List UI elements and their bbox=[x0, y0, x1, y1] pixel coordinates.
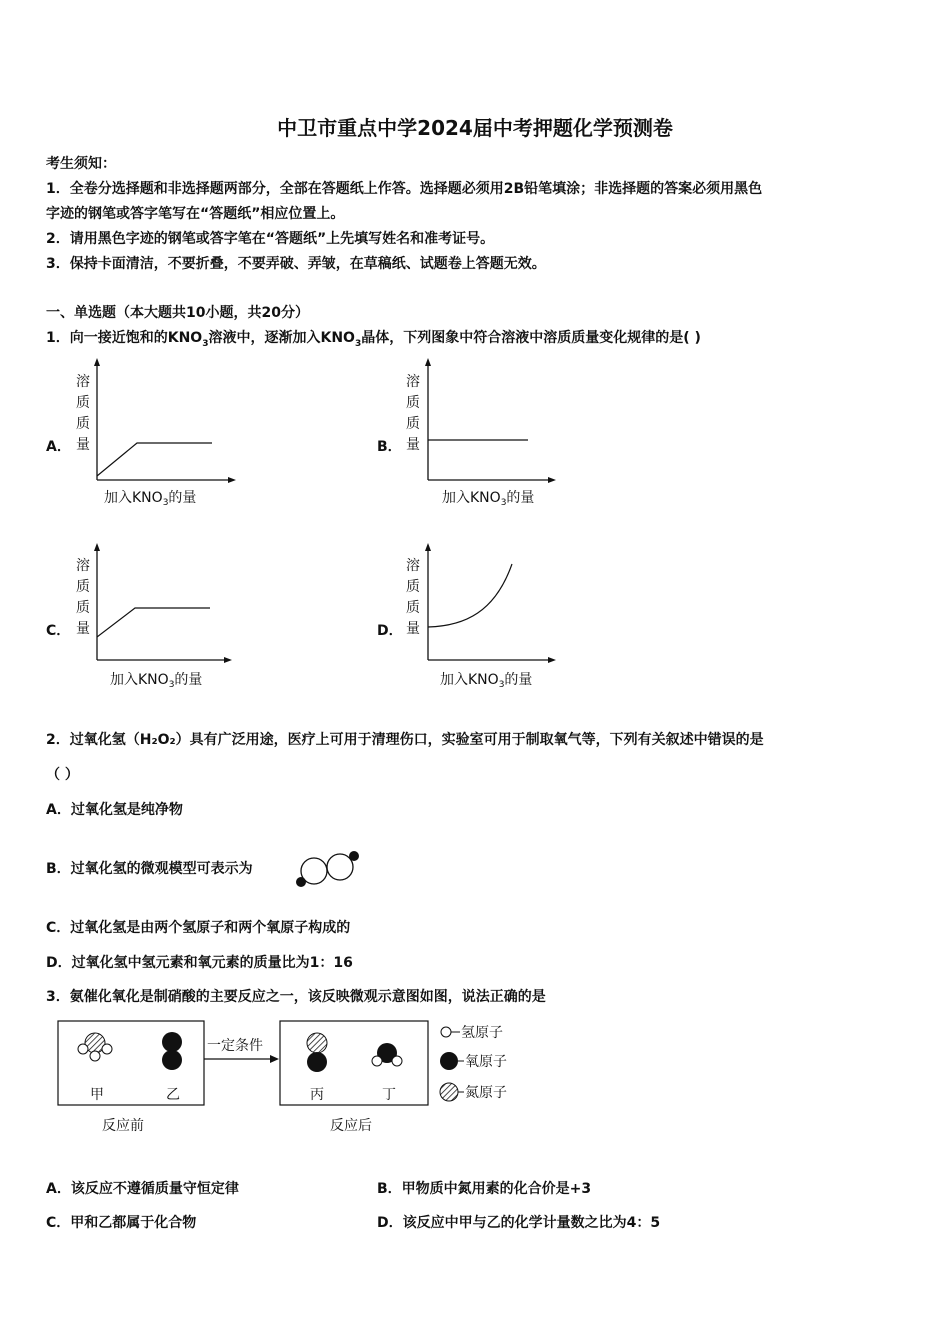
h2o2-model-icon bbox=[292, 847, 364, 891]
legend-label: 氮原子 bbox=[465, 1085, 507, 1101]
legend-label: 氢原子 bbox=[461, 1025, 503, 1041]
q1-stem-sub: 3 bbox=[202, 338, 209, 349]
q1-stem-part: 晶体，下列图象中符合溶液中溶质质量变化规律的是( ) bbox=[361, 330, 701, 346]
graph-xlabel: 加入$KNO_3$的量 bbox=[110, 672, 203, 690]
graph-ylabel: 质 bbox=[76, 579, 90, 595]
graph-ylabel: 量 bbox=[406, 437, 420, 453]
species-label: 丁 bbox=[382, 1087, 396, 1103]
notice-item: 字迹的钢笔或答字笔写在“答题纸”相应位置上。 bbox=[46, 206, 345, 222]
graph-ylabel: 溶 bbox=[76, 558, 90, 574]
y-axis-arrow bbox=[425, 543, 431, 551]
graph-xlabel: 加入$KNO_3$的量 bbox=[104, 490, 197, 508]
x-axis-arrow bbox=[228, 477, 236, 483]
graph-ylabel: 溶 bbox=[406, 558, 420, 574]
q1-option-c-label[interactable]: C． bbox=[46, 623, 71, 639]
q2-option-b[interactable]: B．过氧化氢的微观模型可表示为 bbox=[46, 861, 253, 877]
q1-option-a-label[interactable]: A． bbox=[46, 439, 71, 455]
y-axis-arrow bbox=[425, 358, 431, 366]
nitrogen-atom-icon bbox=[440, 1083, 458, 1101]
before-label: 反应前 bbox=[102, 1118, 144, 1134]
graph-ylabel: 量 bbox=[406, 621, 420, 637]
graph-ylabel: 溶 bbox=[76, 374, 90, 390]
condition-label: 一定条件 bbox=[207, 1038, 263, 1054]
q3-stem: 3．氨催化氧化是制硝酸的主要反应之一，该反映微观示意图如图，说法正确的是 bbox=[46, 989, 546, 1005]
graph-ylabel: 质 bbox=[76, 416, 90, 432]
q1-stem-part: 溶液中，逐渐加入KNO bbox=[208, 330, 355, 346]
after-box bbox=[280, 1021, 428, 1105]
graph-ylabel: 量 bbox=[76, 621, 90, 637]
q1-option-b-label[interactable]: B． bbox=[377, 439, 402, 455]
y-axis-arrow bbox=[94, 358, 100, 366]
section-heading: 一、单选题（本大题共10小题，共20分） bbox=[46, 305, 309, 321]
x-axis-arrow bbox=[548, 477, 556, 483]
q1-graph-a bbox=[70, 355, 260, 510]
legend bbox=[440, 1025, 507, 1101]
q1-graph-d bbox=[400, 540, 590, 695]
graph-ylabel: 质 bbox=[406, 579, 420, 595]
reaction-arrow-head bbox=[270, 1055, 279, 1063]
y-axis-arrow bbox=[94, 543, 100, 551]
q1-graph-c bbox=[70, 540, 260, 695]
species-label: 甲 bbox=[90, 1087, 104, 1103]
notice-item: 1．全卷分选择题和非选择题两部分，全部在答题纸上作答。选择题必须用2B铅笔填涂；非选择题的答案必须用黑色 bbox=[46, 181, 763, 197]
q3-option-b[interactable]: B．甲物质中氮用素的化合价是+3 bbox=[377, 1181, 592, 1197]
graph-ylabel: 质 bbox=[406, 600, 420, 616]
notice-item: 3．保持卡面清洁，不要折叠，不要弄破、弄皱，在草稿纸、试题卷上答题无效。 bbox=[46, 256, 546, 272]
q3-reaction-diagram bbox=[50, 1015, 550, 1140]
q3-option-d[interactable]: D．该反应中甲与乙的化学计量数之比为4：5 bbox=[377, 1215, 661, 1231]
notice-heading: 考生须知： bbox=[46, 156, 116, 172]
q2-paren: （ ） bbox=[46, 767, 79, 783]
graph-curve bbox=[428, 564, 512, 627]
q2-option-a[interactable]: A．过氧化氢是纯净物 bbox=[46, 802, 183, 818]
page-title: 中卫市重点中学2024届中考押题化学预测卷 bbox=[277, 116, 673, 140]
notice-item: 2．请用黑色字迹的钢笔或答字笔在“答题纸”上先填写姓名和准考证号。 bbox=[46, 231, 495, 247]
oxygen-atom-icon bbox=[440, 1052, 458, 1070]
graph-ylabel: 量 bbox=[76, 437, 90, 453]
q1-option-d-label[interactable]: D． bbox=[377, 623, 403, 639]
q2-stem: 2．过氧化氢（H₂O₂）具有广泛用途，医疗上可用于清理伤口，实验室可用于制取氧气等，下列有关叙述中错误的是 bbox=[46, 732, 764, 748]
after-label: 反应后 bbox=[330, 1118, 372, 1134]
q3-option-c[interactable]: C．甲和乙都属于化合物 bbox=[46, 1215, 197, 1231]
graph-curve bbox=[97, 608, 210, 637]
graph-xlabel: 加入$KNO_3$的量 bbox=[442, 490, 535, 508]
graph-ylabel: 质 bbox=[76, 395, 90, 411]
q1-stem bbox=[46, 327, 701, 349]
q2-option-d[interactable]: D．过氧化氢中氢元素和氧元素的质量比为1：16 bbox=[46, 955, 353, 971]
graph-ylabel: 质 bbox=[76, 600, 90, 616]
legend-label: 氧原子 bbox=[465, 1054, 507, 1070]
graph-xlabel: 加入$KNO_3$的量 bbox=[440, 672, 533, 690]
q1-stem-sub: 3 bbox=[354, 338, 362, 349]
q1-stem-part: 1．向一接近饱和的KNO bbox=[46, 330, 203, 346]
graph-ylabel: 质 bbox=[406, 416, 420, 432]
graph-ylabel: 质 bbox=[406, 395, 420, 411]
graph-ylabel: 溶 bbox=[406, 374, 420, 390]
x-axis-arrow bbox=[548, 657, 556, 663]
q2-option-c[interactable]: C．过氧化氢是由两个氢原子和两个氧原子构成的 bbox=[46, 920, 351, 936]
before-box bbox=[58, 1021, 204, 1105]
species-label: 乙 bbox=[166, 1087, 180, 1103]
q3-option-a[interactable]: A．该反应不遵循质量守恒定律 bbox=[46, 1181, 239, 1197]
x-axis-arrow bbox=[224, 657, 232, 663]
species-label: 丙 bbox=[310, 1087, 324, 1103]
hydrogen-atom-icon bbox=[441, 1027, 451, 1037]
graph-curve bbox=[97, 443, 212, 476]
q1-graph-b bbox=[400, 355, 590, 510]
